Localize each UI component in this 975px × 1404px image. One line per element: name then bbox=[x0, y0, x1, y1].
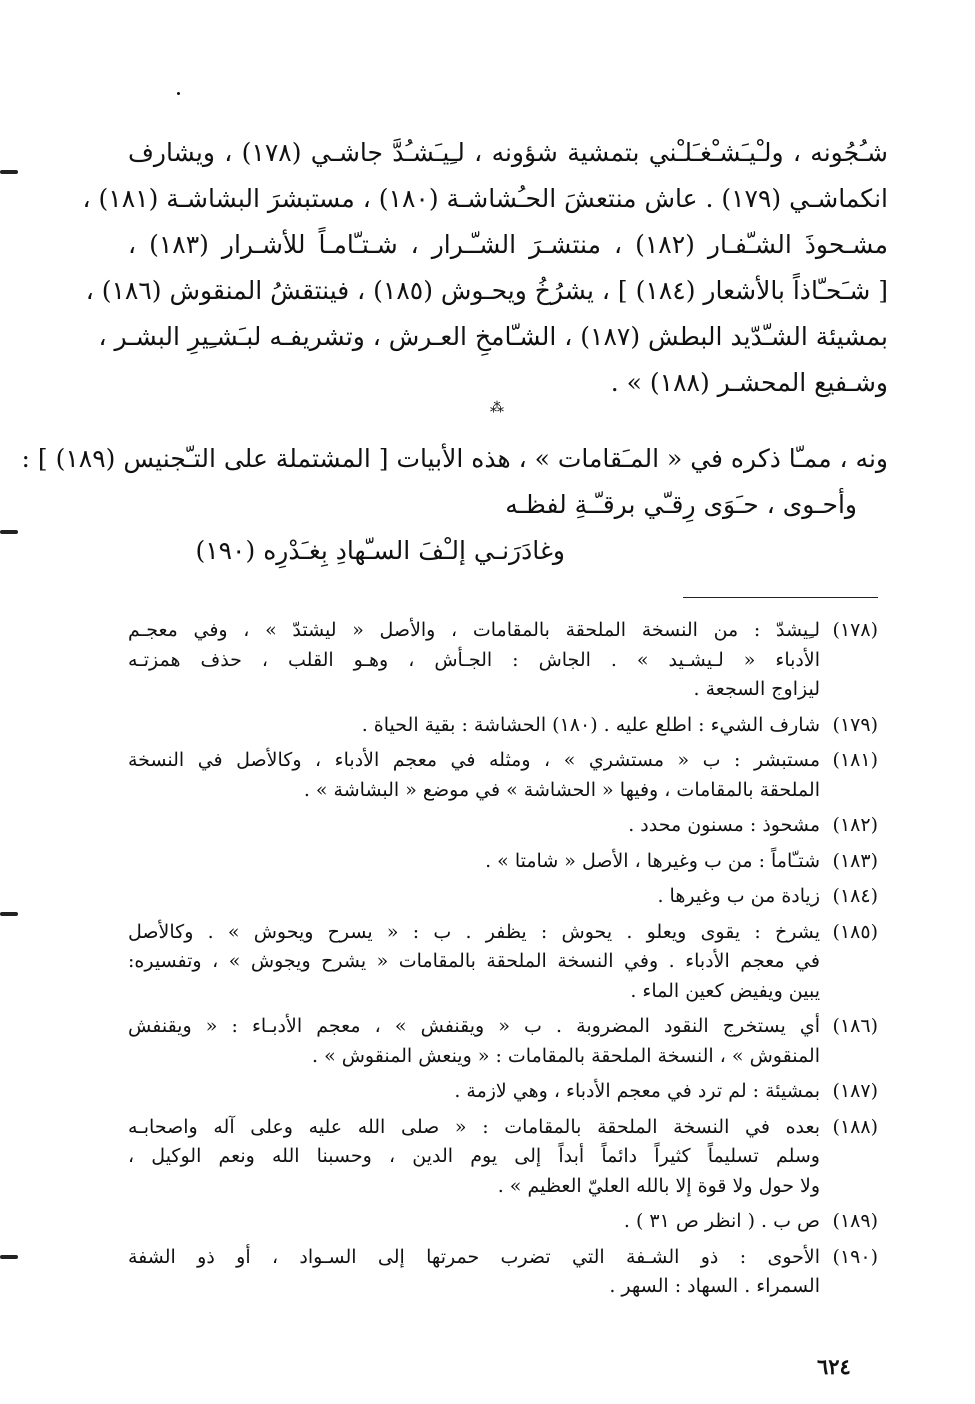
footnote-rule bbox=[683, 597, 878, 598]
main-line: انكماشـي (١٧٩) . عاش منتعشَ الحـُشاشـة (١٨٠) ، مستبشرَ البشاشـة (١٨١) ، bbox=[82, 184, 888, 213]
footnote bbox=[128, 847, 878, 877]
intro-line: ونه ، ممـّا ذكره في « المـَقامات » ، هذه الأبيات [ المشتملة على التـّجنيس (١٨٩) ] : bbox=[21, 444, 888, 473]
page-number: ٦٢٤ bbox=[817, 1354, 851, 1379]
footnote-text: يشرخ : يقوى ويعلو . يحوش : يظفر . ب : « يسرح ويحوش » . وكالأصل في معجم الأدباء . وفي النسخة الملحقة بالمقامات « يشرح ويجوش » ، وتفسيره: يبين ويفيض كعين الماء . bbox=[128, 920, 820, 1002]
main-line: وشـفيع المحشـر (١٨٨) » . bbox=[610, 368, 888, 397]
footnotes bbox=[128, 616, 878, 1308]
footnote bbox=[128, 882, 878, 912]
margin-mark bbox=[0, 1255, 18, 1259]
footnote-text: شتـّاماً : من ب وغيرها ، الأصل « شامتا » . bbox=[485, 849, 820, 872]
main-line: شـُجُونه ، ولـْيـَشـْغـَلـْني بتمشية شؤونه ، لـِيـَشـُدَّ جاشـي (١٧٨) ، ويشارف bbox=[128, 138, 888, 167]
margin-mark bbox=[0, 170, 18, 174]
footnote-text: زيادة من ب وغيرها . bbox=[657, 885, 820, 907]
footnote-number: (١٨٨) bbox=[832, 1115, 878, 1138]
main-line: مشـحوذَ الشـّفـار (١٨٢) ، منتشـرَ الشـّـرار ، شـتـّامـاً للأشـرار (١٨٣) ، bbox=[128, 230, 888, 259]
footnote-number: (١٨٧) bbox=[832, 1080, 878, 1102]
verse-line-1: وأحـوى ، حـَوَى رِقـّي برقـّـةِ لفظـه bbox=[505, 490, 857, 519]
verse-line-2: وغادَرَنـي إلـْفَ السـّهادِ بِغـَدْرِه (١٩٠) bbox=[195, 536, 565, 565]
footnote-number: (١٩٠) bbox=[832, 1245, 878, 1268]
stray-dot bbox=[177, 92, 180, 95]
footnote-text: لـِيشدّ : من النسخة الملحقة بالمقامات ، والأصل « ليشتدّ » ، وفي معجـم الأدباء « لـيشـيد » . الجاش : الجـأش ، وهـو القلب ، حذف همزتـه ليزاوج السجعة . bbox=[128, 619, 820, 700]
footnote-text: بمشيئة : لم ترد في معجم الأدباء ، وهي لازمة . bbox=[454, 1080, 820, 1102]
footnote-number: (١٨٩) bbox=[832, 1210, 878, 1232]
footnote bbox=[128, 918, 878, 1007]
footnote bbox=[128, 1113, 878, 1202]
footnote-text: أي يستخرج النقود المضروبة . ب « ويقنفش » ، معجم الأدبـاء : « ويقنفش المنقوش » ، النسخة الملحقة بالمقامات : « وينعش المنقوش » . bbox=[128, 1015, 820, 1067]
section-separator: ⁂ bbox=[490, 400, 505, 416]
margin-mark bbox=[0, 530, 18, 534]
footnote bbox=[128, 1012, 878, 1071]
main-line: بمشيئة الشـّدّيد البطش (١٨٧) ، الشـّامخِ العـرش ، وتشريفـه لبـَشـِيرِ البشـر ، bbox=[98, 322, 888, 351]
footnote-number: (١٨٤) bbox=[832, 885, 878, 907]
footnote-number: (١٨٥) bbox=[832, 920, 878, 943]
footnote-number: (١٨٢) bbox=[832, 814, 878, 836]
footnote bbox=[128, 711, 878, 741]
footnote-number: (١٨٣) bbox=[832, 849, 878, 872]
footnote-text: بعده في النسخة الملحقة بالمقامات : « صلى الله عليه وعلى آله واصحابـه وسلم تسليماً كثيراً دائماً أبداً إلى يوم الدين ، وحسبنا الله ونعم الوكيل ، ولا حول ولا قوة إلا بالله العليّ العظيم » . bbox=[128, 1115, 820, 1197]
footnote-text: ص ب . ( انظر ص ٣١ ) . bbox=[623, 1210, 820, 1232]
footnote bbox=[128, 1243, 878, 1302]
footnote-number: (١٧٩) bbox=[832, 713, 878, 736]
footnote bbox=[128, 1207, 878, 1237]
footnote bbox=[128, 746, 878, 805]
footnote-text: مشحوذ : مسنون محدد . bbox=[628, 814, 820, 836]
footnote bbox=[128, 616, 878, 705]
intro-paragraph bbox=[21, 436, 888, 482]
footnote bbox=[128, 1077, 878, 1107]
footnote-number: (١٧٨) bbox=[832, 619, 878, 641]
main-paragraph bbox=[82, 130, 888, 406]
margin-mark bbox=[0, 912, 18, 916]
footnote-text: الأحوى : ذو الشـفة التي تضرب حمرتها إلى السـواد ، أو ذو الشفة السمراء . السهاد : السهر . bbox=[128, 1245, 820, 1297]
footnote-text: مستبشر : ب « مستشري » ، ومثله في معجم الأدباء ، وكالأصل في النسخة الملحقة بالمقامات ، وفيها « الحشاشة » في موضع « البشاشة » . bbox=[128, 749, 820, 801]
footnote-number: (١٨١) bbox=[832, 749, 878, 771]
footnote-number: (١٨٦) bbox=[832, 1015, 878, 1037]
main-line: [ شـَحـّاذاً بالأشعار (١٨٤) ] ، يشرُخُ ويحـوش (١٨٥) ، فينتقشُ المنقوش (١٨٦) ، bbox=[85, 276, 888, 305]
footnote-text: شارف الشيء : اطلع عليه . (١٨٠) الحشاشة : بقية الحياة . bbox=[361, 713, 820, 736]
footnote bbox=[128, 811, 878, 841]
